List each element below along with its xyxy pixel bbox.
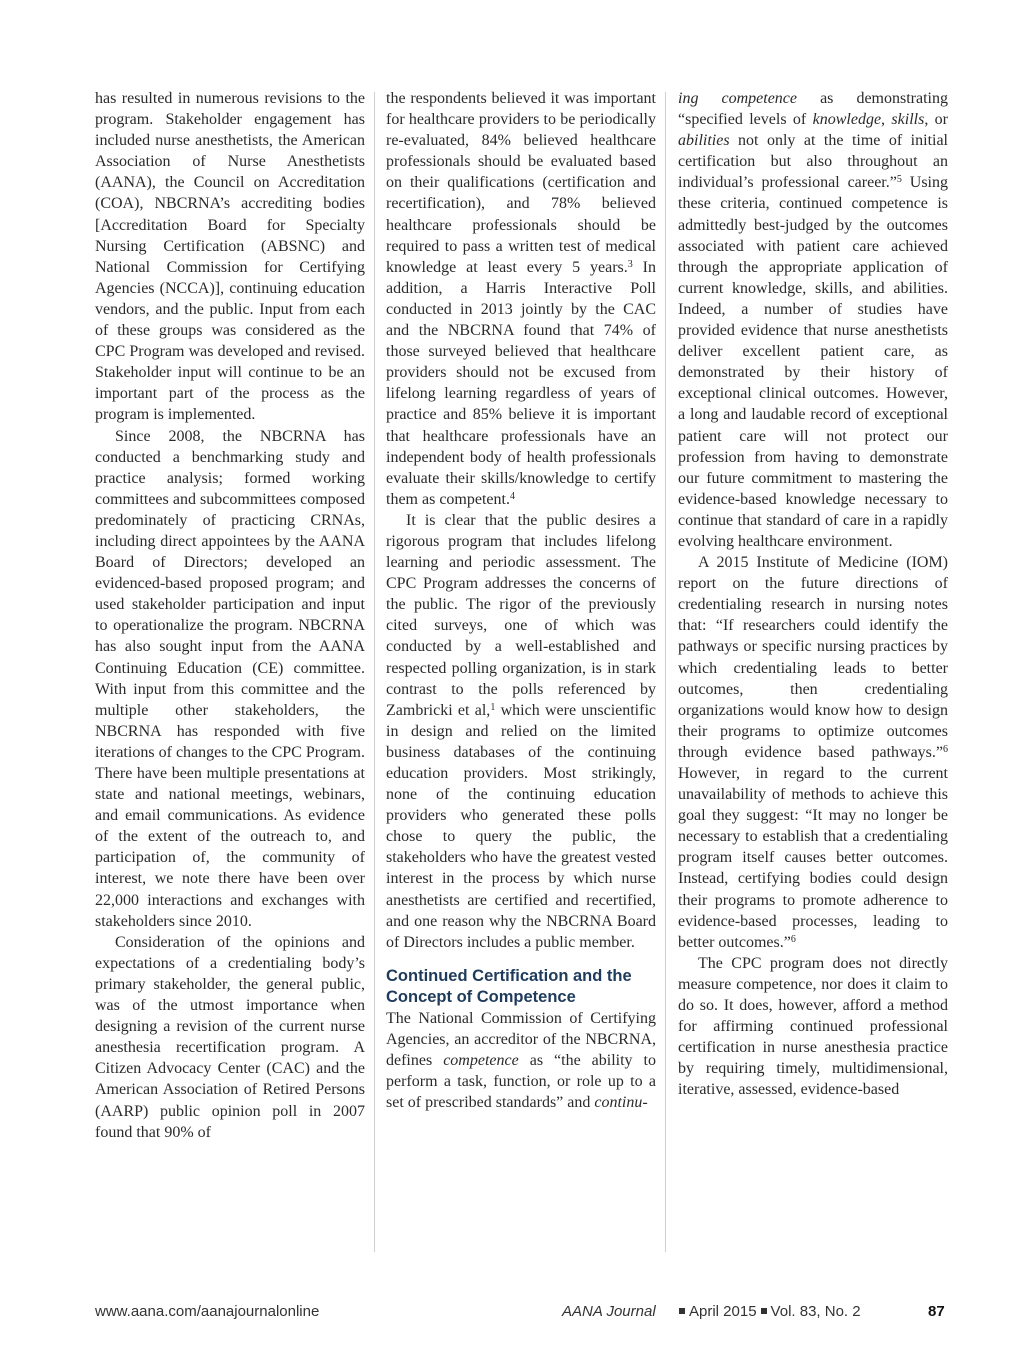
bullet-square-icon — [761, 1308, 767, 1314]
page-number: 87 — [928, 1303, 945, 1320]
footer-url: www.aana.com/aanajournalonline — [95, 1303, 320, 1320]
text-column-middle — [386, 88, 656, 1113]
paragraph: Consideration of the opinions and expectations of a credentialing body’s primary stakeholder, the general public, was of the utmost importance when designing a revision of the current nurse anesthesia recertification program. A Citizen Advocacy Center (CAC) and the American Association of Retired Persons (AARP) public opinion poll in 2007 found that 90% of — [95, 933, 365, 1141]
paragraph: It is clear that the public desires a rigorous program that includes lifelong learning and periodic assessment. The CPC Program addresses the concerns of the public. The rigor of the previously cited surveys, one of which was conducted by a well-established and respected polling organization, is in stark contrast to the polls referenced by Zambricki et al,$^1$ which were unscientific in design and relied on the limited business databases of the continuing education providers. Most strikingly, none of the continuing education providers who generated these polls chose to query the public, the stakeholders who have the greatest vested interest in the process by which nurse anesthetists are certified and recertified, and one reason why the NBCRNA Board of Directors includes a public member. — [386, 511, 657, 951]
paragraph: Since 2008, the NBCRNA has conducted a benchmarking study and practice analysis; formed working committees and subcommittees composed predominately of practicing CRNAs, including direct appointees by the AANA Board of Directors; developed an evidenced-based proposed program; and used stakeholder participation and input to operationalize the program. NBCRNA has also sought input from the AANA Continuing Education (CE) committee. With input from this committee and the multiple other stakeholders, the NBCRNA has responded with five iterations of changes to the CPC Program. There have been multiple presentations at state and national meetings, webinars, and email communications. As evidence of the extent of the outreach to, and participation of, the community of interest, we note there have been over 22,000 interactions and exchanges with stakeholders since 2010. — [95, 427, 365, 930]
citation-ref: 5 — [896, 174, 902, 186]
paragraph: The CPC program does not directly measure competence, nor does it claim to do so. It does, however, afford a method for affirming continued professional certification in nurse anesthesia practice by requiring timely, multidimensional, iterative, assessed, evidence-based — [678, 954, 948, 1099]
paragraph: has resulted in numerous revisions to the program. Stakeholder engagement has included nurse anesthetists, the American Association of Nurse Anesthetists (AANA), the Council on Accreditation (COA), NBCRNA’s accrediting bodies [Accreditation Board for Specialty Nursing Certification (ABSNC) and National Commission for Certifying Agencies (NCCA)], continuing education vendors, and the public. Input from each of these groups was considered as the CPC Program was developed and revised. Stakeholder input will continue to be an important part of the process as the program is implemented. — [95, 90, 365, 424]
citation-ref: 6 — [790, 933, 796, 945]
paragraph: ing competence as demonstrating “specified levels of knowledge, skills, or abilities not only at the time of initial certification but also throughout an individual’s professional career.”$^5$ Using these criteria, continued competence is admittedly best-judged by the outcomes associated with patient care achieved through the appropriate application of current knowledge, skills, and abilities. Indeed, a number of studies have provided evidence that nurse anesthetists deliver excellent patient care, as demonstrated by their history of exceptional clinical outcomes. However, a long and laudable record of exceptional patient care will not protect our profession from having to demonstrate our future commitment to mastering the evidence-based knowledge necessary to continue that standard of care in a rapidly evolving healthcare environment. — [678, 90, 949, 550]
paragraph: A 2015 Institute of Medicine (IOM) report on the future directions of credentialing research in nursing notes that: “If researchers could identify the pathways or specific nursing practices by which credentialing leads to better outcomes, then credentialing organizations would know how to design their programs to optimize outcomes through evidence based pathways.”$^6$ However, in regard to the current unavailability of methods to achieve this goal they suggest: “It may no longer be necessary to establish that a credentialing program itself causes better outcomes. Instead, certifying bodies could design their programs to promote adherence to evidence-based processes, leading to better outcomes.”$^6$ — [678, 554, 948, 951]
footer-issue: April 2015 Vol. 83, No. 2 — [675, 1303, 861, 1320]
citation-ref: 3 — [627, 258, 633, 270]
section-heading: Continued Certification and the Concept of Competence — [386, 966, 632, 1006]
citation-ref: 4 — [509, 490, 515, 502]
footer-journal-name: AANA Journal — [562, 1303, 656, 1320]
column-divider — [665, 92, 666, 1252]
citation-ref: 6 — [943, 743, 948, 755]
citation-ref: 1 — [490, 701, 496, 713]
bullet-square-icon — [679, 1308, 685, 1314]
paragraph: the respondents believed it was important for healthcare providers to be periodically re-evaluated, 84% believed healthcare professionals should be evaluated based on their qualifications (certification and recertification), and 78% believed healthcare professionals should be required to pass a written test of medical knowledge at least every 5 years.$^3$ In addition, a Harris Interactive Poll conducted in 2013 jointly by the CAC and the NBCRNA found that 74% of those surveyed believed that healthcare providers should not be excused from lifelong learning regardless of years of practice and 85% believe it is important that healthcare professionals have an independent body of health professionals evaluate their skills/knowledge to certify them as competent.$^4$ — [386, 90, 657, 508]
column-divider — [374, 92, 375, 1252]
text-column-left — [95, 88, 365, 1143]
text-column-right — [678, 88, 948, 1101]
paragraph: The National Commission of Certifying Agencies, an accreditor of the NBCRNA, defines competence as “the ability to perform a task, function, or role up to a set of prescribed standards” and continu- — [386, 1009, 656, 1112]
